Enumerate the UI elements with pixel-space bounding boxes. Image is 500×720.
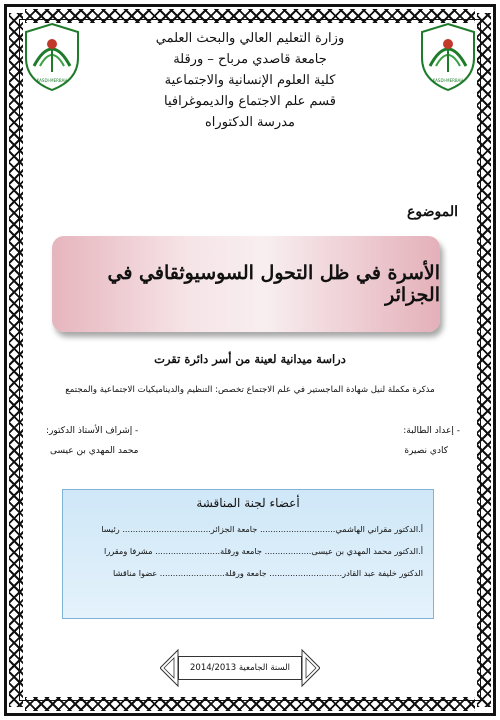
doctoral-school: مدرسة الدكتوراه	[205, 115, 295, 130]
ministry-name: وزارة التعليم العالي والبحث العلمي	[155, 31, 345, 46]
academic-year-ornament	[160, 646, 320, 690]
committee-member: الدكتور خليفة عبد القادر............................ جامعة ورقلة......................... عضوا مناقشا	[113, 568, 423, 578]
university-logo-left	[22, 22, 82, 92]
committee-title: أعضاء لجنة المناقشة	[196, 496, 300, 510]
title-banner	[52, 236, 440, 332]
degree-description: مذكرة مكملة لنيل شهادة الماجستير في علم الاجتماع تخصص: التنظيم والديناميكيات الاجتماعية والمجتمع	[65, 385, 435, 395]
supervisor-label: - إشراف الأستاذ الدكتور:	[46, 426, 139, 436]
institution-header	[100, 28, 400, 133]
university-name: جامعة قاصدي مرباح – ورقلة	[173, 52, 327, 67]
thesis-subtitle: دراسة ميدانية لعينة من أسر دائرة تقرت	[154, 352, 346, 366]
university-logo-right	[418, 22, 478, 92]
faculty-name: كلية العلوم الإنسانية والاجتماعية	[164, 73, 336, 88]
committee-member: أ.الدكتور محمد المهدي بن عيسى.................. جامعة ورقلة......................... مشرفا ومقررا	[104, 546, 423, 556]
thesis-title: الأسرة في ظل التحول السوسيوثقافي في الجزائر	[107, 262, 440, 306]
student-name: كادي نصيرة	[404, 446, 448, 456]
committee-member: أ.الدكتور مقراني الهاشمي............................. جامعة الجزائر.................................. رئيسا	[101, 524, 423, 534]
student-label: - إعداد الطالبة:	[403, 426, 460, 436]
svg-text:KASDI-MERBAH: KASDI-MERBAH	[36, 78, 68, 83]
academic-year: السنة الجامعية 2014/2013	[178, 656, 302, 680]
committee-box	[62, 489, 434, 619]
supervisor-name: محمد المهدي بن عيسى	[50, 446, 139, 456]
topic-label: الموضوع	[407, 204, 458, 220]
svg-text:KASDI-MERBAH: KASDI-MERBAH	[432, 78, 464, 83]
department-name: قسم علم الاجتماع والديموغرافيا	[164, 94, 336, 109]
